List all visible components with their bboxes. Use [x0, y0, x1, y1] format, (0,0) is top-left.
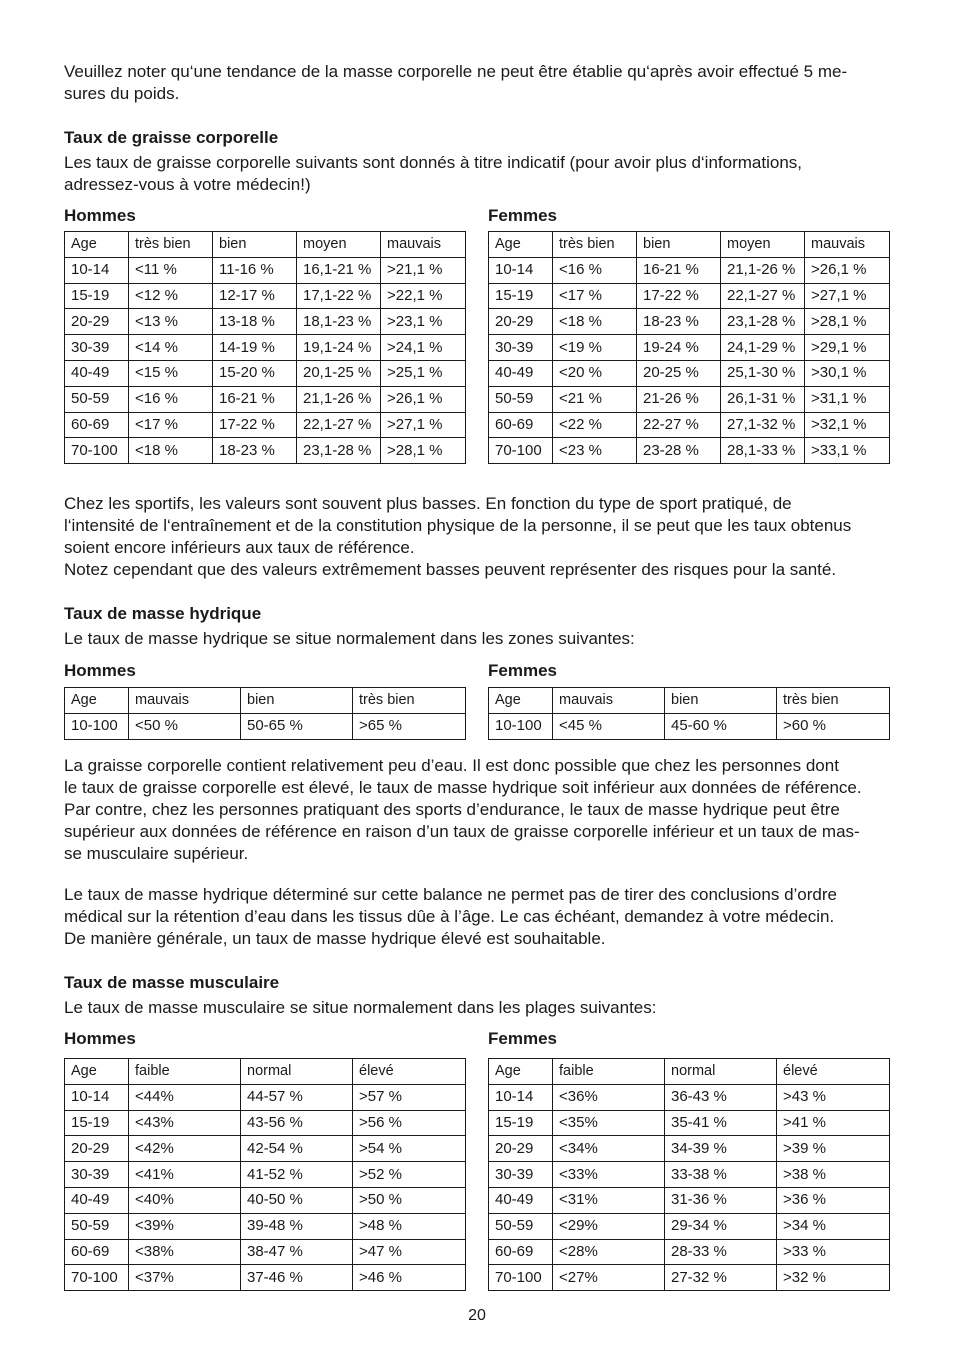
- table-cell: >28,1 %: [381, 438, 466, 464]
- table-cell: 40-49: [65, 1187, 129, 1213]
- table-row: [489, 1187, 890, 1213]
- column-header: Age: [489, 232, 553, 258]
- table-row: [489, 438, 890, 464]
- fat-heading: Taux de graisse corporelle: [64, 128, 279, 147]
- table-cell: 43-56 %: [241, 1110, 353, 1136]
- table-row: [489, 1213, 890, 1239]
- table-cell: 16,1-21 %: [297, 257, 381, 283]
- table-cell: >34 %: [777, 1213, 890, 1239]
- text-line: Les taux de graisse corporelle suivants sont donnés à titre indicatif (pour avoir plus d‘informations,: [64, 153, 802, 172]
- table-cell: <17 %: [129, 412, 213, 438]
- table-cell: <22 %: [553, 412, 637, 438]
- table-cell: 19-24 %: [637, 335, 721, 361]
- table-cell: 17,1-22 %: [297, 283, 381, 309]
- table-cell: <34%: [553, 1136, 665, 1162]
- table-cell: 27-32 %: [665, 1265, 777, 1291]
- water-note1-paragraph: [64, 755, 890, 865]
- fat-women-label: Femmes: [488, 206, 557, 225]
- table-cell: >39 %: [777, 1136, 890, 1162]
- column-header: bien: [637, 232, 721, 258]
- table-cell: <13 %: [129, 309, 213, 335]
- fat-women-table: [488, 231, 890, 464]
- table-cell: 27,1-32 %: [721, 412, 805, 438]
- table-cell: >30,1 %: [805, 360, 890, 386]
- column-header: faible: [553, 1059, 665, 1085]
- muscle-women-table: [488, 1058, 890, 1291]
- table-row: [489, 1110, 890, 1136]
- intro-paragraph: [64, 61, 890, 105]
- table-row: [65, 283, 466, 309]
- table-cell: 35-41 %: [665, 1110, 777, 1136]
- table-cell: >27,1 %: [805, 283, 890, 309]
- table-row: [489, 386, 890, 412]
- column-header: Age: [65, 688, 129, 714]
- column-header: moyen: [297, 232, 381, 258]
- table-cell: 42-54 %: [241, 1136, 353, 1162]
- table-cell: <16 %: [129, 386, 213, 412]
- table-cell: 22-27 %: [637, 412, 721, 438]
- table-cell: 21,1-26 %: [297, 386, 381, 412]
- table-cell: 15-19: [65, 283, 129, 309]
- table-row: [65, 1213, 466, 1239]
- text-line: se musculaire supérieur.: [64, 844, 249, 863]
- table-cell: 21-26 %: [637, 386, 721, 412]
- table-cell: >33 %: [777, 1239, 890, 1265]
- table-header-row: [65, 1059, 466, 1085]
- table-cell: <27%: [553, 1265, 665, 1291]
- table-cell: <44%: [129, 1084, 241, 1110]
- table-cell: <41%: [129, 1162, 241, 1188]
- table-cell: 45-60 %: [665, 713, 777, 739]
- text-line: La graisse corporelle contient relativement peu d’eau. Il est donc possible que chez les personnes dont: [64, 756, 839, 775]
- table-cell: 15-20 %: [213, 360, 297, 386]
- table-cell: 10-14: [489, 1084, 553, 1110]
- table-cell: >60 %: [777, 713, 890, 739]
- table-cell: 26,1-31 %: [721, 386, 805, 412]
- column-header: élevé: [777, 1059, 890, 1085]
- table-cell: <42%: [129, 1136, 241, 1162]
- table-header-row: [489, 232, 890, 258]
- table-cell: 20-29: [65, 309, 129, 335]
- table-cell: <29%: [553, 1213, 665, 1239]
- table-cell: 40-49: [489, 360, 553, 386]
- water-women-label: Femmes: [488, 661, 557, 680]
- table-cell: 28-33 %: [665, 1239, 777, 1265]
- text-line: Le taux de masse musculaire se situe normalement dans les plages suivantes:: [64, 998, 657, 1017]
- table-cell: 33-38 %: [665, 1162, 777, 1188]
- muscle-women-label: Femmes: [488, 1029, 557, 1048]
- table-row: [65, 438, 466, 464]
- table-cell: 60-69: [489, 412, 553, 438]
- table-cell: <35%: [553, 1110, 665, 1136]
- table-cell: <39%: [129, 1213, 241, 1239]
- table-row: [65, 360, 466, 386]
- table-cell: <33%: [553, 1162, 665, 1188]
- table-cell: <15 %: [129, 360, 213, 386]
- table-row: [489, 1162, 890, 1188]
- table-cell: 15-19: [489, 283, 553, 309]
- text-line: soient encore inférieurs aux taux de référence.: [64, 538, 415, 557]
- page-number: 20: [468, 1307, 486, 1324]
- table-cell: >41 %: [777, 1110, 890, 1136]
- column-header: très bien: [777, 688, 890, 714]
- table-cell: <28%: [553, 1239, 665, 1265]
- table-cell: 50-59: [65, 1213, 129, 1239]
- column-header: Age: [65, 232, 129, 258]
- table-cell: 17-22 %: [213, 412, 297, 438]
- table-cell: >27,1 %: [381, 412, 466, 438]
- table-cell: 10-14: [65, 257, 129, 283]
- water-women-table: [488, 687, 890, 740]
- text-line: Chez les sportifs, les valeurs sont souvent plus basses. En fonction du type de sport pratiqué, de: [64, 494, 792, 513]
- table-row: [489, 309, 890, 335]
- table-cell: 12-17 %: [213, 283, 297, 309]
- table-cell: 18-23 %: [213, 438, 297, 464]
- table-cell: 29-34 %: [665, 1213, 777, 1239]
- text-line: De manière générale, un taux de masse hydrique élevé est souhaitable.: [64, 929, 606, 948]
- table-cell: 22,1-27 %: [721, 283, 805, 309]
- table-row: [65, 1084, 466, 1110]
- table-cell: >23,1 %: [381, 309, 466, 335]
- table-cell: <43%: [129, 1110, 241, 1136]
- fat-note-paragraph: [64, 493, 890, 581]
- table-cell: >26,1 %: [805, 257, 890, 283]
- table-cell: <50 %: [129, 713, 241, 739]
- table-header-row: [489, 688, 890, 714]
- table-cell: 10-100: [65, 713, 129, 739]
- table-cell: 30-39: [489, 335, 553, 361]
- text-line: le taux de graisse corporelle est élevé, le taux de masse hydrique soit inférieur aux données de référence.: [64, 778, 862, 797]
- column-header: mauvais: [553, 688, 665, 714]
- table-header-row: [489, 1059, 890, 1085]
- table-cell: >26,1 %: [381, 386, 466, 412]
- table-cell: >24,1 %: [381, 335, 466, 361]
- table-cell: 30-39: [489, 1162, 553, 1188]
- text-line: Le taux de masse hydrique se situe normalement dans les zones suivantes:: [64, 629, 635, 648]
- muscle-heading: Taux de masse musculaire: [64, 973, 280, 992]
- water-intro-paragraph: [64, 628, 890, 650]
- table-header-row: [65, 232, 466, 258]
- fat-intro-paragraph: [64, 152, 890, 196]
- muscle-men-label: Hommes: [64, 1029, 136, 1048]
- text-line: Le taux de masse hydrique déterminé sur cette balance ne permet pas de tirer des conclusions d’ordre: [64, 885, 837, 904]
- table-cell: >29,1 %: [805, 335, 890, 361]
- table-cell: 14-19 %: [213, 335, 297, 361]
- table-row: [489, 1265, 890, 1291]
- column-header: bien: [665, 688, 777, 714]
- table-cell: 31-36 %: [665, 1187, 777, 1213]
- column-header: normal: [665, 1059, 777, 1085]
- table-cell: >32 %: [777, 1265, 890, 1291]
- table-cell: <11 %: [129, 257, 213, 283]
- table-cell: 70-100: [65, 1265, 129, 1291]
- table-cell: 60-69: [489, 1239, 553, 1265]
- table-cell: 50-59: [65, 386, 129, 412]
- table-cell: >48 %: [353, 1213, 466, 1239]
- table-row: [489, 283, 890, 309]
- table-row: [489, 257, 890, 283]
- table-cell: 15-19: [489, 1110, 553, 1136]
- muscle-intro-paragraph: [64, 997, 890, 1019]
- table-cell: 17-22 %: [637, 283, 721, 309]
- column-header: très bien: [129, 232, 213, 258]
- table-cell: 36-43 %: [665, 1084, 777, 1110]
- table-cell: >43 %: [777, 1084, 890, 1110]
- table-row: [65, 1162, 466, 1188]
- column-header: moyen: [721, 232, 805, 258]
- column-header: bien: [241, 688, 353, 714]
- table-cell: 28,1-33 %: [721, 438, 805, 464]
- table-cell: 44-57 %: [241, 1084, 353, 1110]
- table-cell: 23,1-28 %: [721, 309, 805, 335]
- table-cell: 40-49: [489, 1187, 553, 1213]
- table-cell: <18 %: [553, 309, 637, 335]
- table-cell: >46 %: [353, 1265, 466, 1291]
- table-cell: 22,1-27 %: [297, 412, 381, 438]
- water-heading: Taux de masse hydrique: [64, 604, 262, 623]
- table-cell: 13-18 %: [213, 309, 297, 335]
- table-cell: >54 %: [353, 1136, 466, 1162]
- table-cell: <12 %: [129, 283, 213, 309]
- table-cell: 40-49: [65, 360, 129, 386]
- table-cell: 50-59: [489, 1213, 553, 1239]
- table-row: [489, 412, 890, 438]
- table-header-row: [65, 688, 466, 714]
- table-row: [489, 1239, 890, 1265]
- water-note2-paragraph: [64, 884, 890, 950]
- table-row: [65, 1265, 466, 1291]
- table-cell: <16 %: [553, 257, 637, 283]
- table-row: [65, 713, 466, 739]
- table-cell: <14 %: [129, 335, 213, 361]
- table-cell: >38 %: [777, 1162, 890, 1188]
- text-line: sures du poids.: [64, 84, 180, 103]
- column-header: très bien: [553, 232, 637, 258]
- table-row: [489, 1084, 890, 1110]
- table-cell: >65 %: [353, 713, 466, 739]
- table-cell: 38-47 %: [241, 1239, 353, 1265]
- text-line: Par contre, chez les personnes pratiquant des sports d’endurance, le taux de masse hydrique peut être: [64, 800, 840, 819]
- table-cell: >56 %: [353, 1110, 466, 1136]
- table-row: [65, 412, 466, 438]
- table-cell: 20-29: [489, 1136, 553, 1162]
- water-men-label: Hommes: [64, 661, 136, 680]
- column-header: Age: [489, 1059, 553, 1085]
- column-header: normal: [241, 1059, 353, 1085]
- table-cell: <37%: [129, 1265, 241, 1291]
- table-row: [489, 1136, 890, 1162]
- table-cell: >28,1 %: [805, 309, 890, 335]
- table-cell: 23,1-28 %: [297, 438, 381, 464]
- table-cell: 50-59: [489, 386, 553, 412]
- fat-men-table: [64, 231, 466, 464]
- table-cell: 70-100: [65, 438, 129, 464]
- table-row: [65, 1136, 466, 1162]
- table-cell: 10-100: [489, 713, 553, 739]
- table-cell: 70-100: [489, 1265, 553, 1291]
- table-cell: 20-29: [65, 1136, 129, 1162]
- table-cell: 18-23 %: [637, 309, 721, 335]
- text-line: supérieur aux données de référence en raison d’un taux de graisse corporelle inférieur et un taux de mas-: [64, 822, 860, 841]
- table-cell: 70-100: [489, 438, 553, 464]
- text-line: Notez cependant que des valeurs extrêmement basses peuvent représenter des risques pour la santé.: [64, 560, 837, 579]
- table-row: [65, 1187, 466, 1213]
- muscle-men-table: [64, 1058, 466, 1291]
- table-cell: >57 %: [353, 1084, 466, 1110]
- table-cell: >47 %: [353, 1239, 466, 1265]
- column-header: bien: [213, 232, 297, 258]
- column-header: Age: [489, 688, 553, 714]
- table-row: [489, 713, 890, 739]
- table-cell: 60-69: [65, 412, 129, 438]
- table-row: [65, 257, 466, 283]
- table-cell: >25,1 %: [381, 360, 466, 386]
- text-line: adressez-vous à votre médecin!): [64, 175, 311, 194]
- table-row: [65, 335, 466, 361]
- table-cell: 24,1-29 %: [721, 335, 805, 361]
- table-cell: 11-16 %: [213, 257, 297, 283]
- table-cell: 20-29: [489, 309, 553, 335]
- table-cell: <31%: [553, 1187, 665, 1213]
- table-cell: 60-69: [65, 1239, 129, 1265]
- table-cell: <36%: [553, 1084, 665, 1110]
- fat-men-label: Hommes: [64, 206, 136, 225]
- table-cell: <38%: [129, 1239, 241, 1265]
- table-cell: 37-46 %: [241, 1265, 353, 1291]
- table-cell: >36 %: [777, 1187, 890, 1213]
- table-cell: <40%: [129, 1187, 241, 1213]
- text-line: médical sur la rétention d’eau dans les tissus dûe à l’âge. Le cas échéant, demandez à votre médecin.: [64, 907, 835, 926]
- table-cell: 34-39 %: [665, 1136, 777, 1162]
- column-header: élevé: [353, 1059, 466, 1085]
- table-row: [65, 1239, 466, 1265]
- column-header: Age: [65, 1059, 129, 1085]
- table-cell: >33,1 %: [805, 438, 890, 464]
- table-cell: 39-48 %: [241, 1213, 353, 1239]
- table-cell: <17 %: [553, 283, 637, 309]
- table-cell: 16-21 %: [213, 386, 297, 412]
- table-cell: >31,1 %: [805, 386, 890, 412]
- table-cell: <20 %: [553, 360, 637, 386]
- table-row: [489, 335, 890, 361]
- table-cell: 10-14: [489, 257, 553, 283]
- table-cell: 40-50 %: [241, 1187, 353, 1213]
- table-cell: <18 %: [129, 438, 213, 464]
- table-cell: 30-39: [65, 335, 129, 361]
- table-cell: >50 %: [353, 1187, 466, 1213]
- column-header: mauvais: [129, 688, 241, 714]
- table-cell: <19 %: [553, 335, 637, 361]
- table-cell: <23 %: [553, 438, 637, 464]
- table-row: [65, 1110, 466, 1136]
- table-cell: 10-14: [65, 1084, 129, 1110]
- table-cell: 41-52 %: [241, 1162, 353, 1188]
- table-cell: >22,1 %: [381, 283, 466, 309]
- table-cell: 20-25 %: [637, 360, 721, 386]
- table-cell: 16-21 %: [637, 257, 721, 283]
- column-header: mauvais: [805, 232, 890, 258]
- table-cell: >52 %: [353, 1162, 466, 1188]
- table-cell: 25,1-30 %: [721, 360, 805, 386]
- table-cell: 50-65 %: [241, 713, 353, 739]
- text-line: l‘intensité de l‘entraînement et de la constitution physique de la personne, il se peut que les taux obtenus: [64, 516, 852, 535]
- table-row: [65, 309, 466, 335]
- table-cell: 21,1-26 %: [721, 257, 805, 283]
- table-cell: 20,1-25 %: [297, 360, 381, 386]
- column-header: faible: [129, 1059, 241, 1085]
- table-cell: 23-28 %: [637, 438, 721, 464]
- column-header: très bien: [353, 688, 466, 714]
- table-cell: <21 %: [553, 386, 637, 412]
- table-cell: 30-39: [65, 1162, 129, 1188]
- table-cell: 15-19: [65, 1110, 129, 1136]
- table-cell: <45 %: [553, 713, 665, 739]
- table-row: [489, 360, 890, 386]
- table-cell: >21,1 %: [381, 257, 466, 283]
- table-row: [65, 386, 466, 412]
- table-cell: 18,1-23 %: [297, 309, 381, 335]
- column-header: mauvais: [381, 232, 466, 258]
- text-line: Veuillez noter qu‘une tendance de la masse corporelle ne peut être établie qu‘après avoir effectué 5 me-: [64, 62, 848, 81]
- water-men-table: [64, 687, 466, 740]
- table-cell: 19,1-24 %: [297, 335, 381, 361]
- table-cell: >32,1 %: [805, 412, 890, 438]
